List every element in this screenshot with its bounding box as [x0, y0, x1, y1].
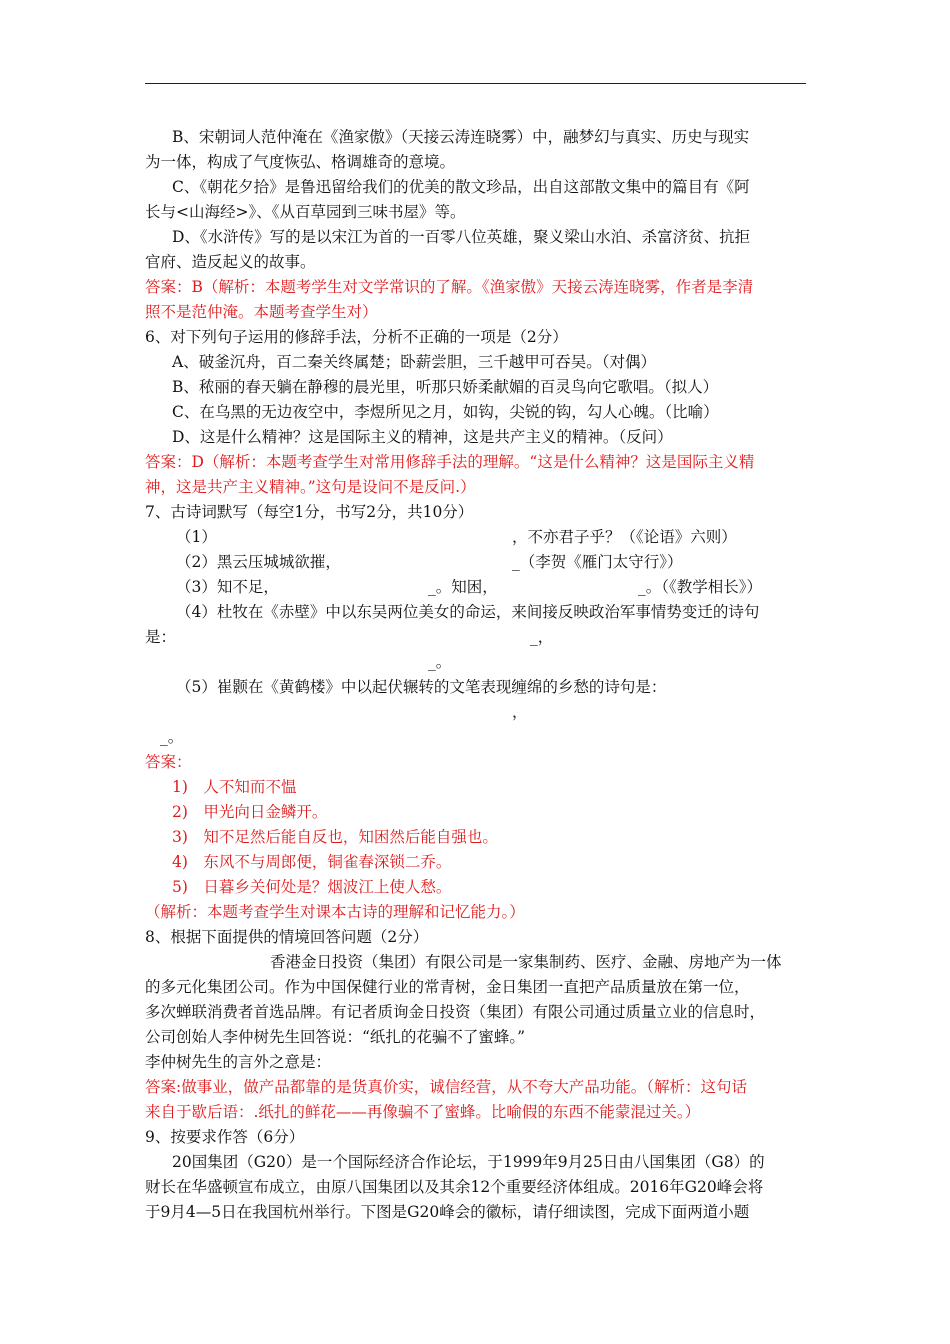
answer-line: 答案：B（解析：本题考学生对文学常识的了解。《渔家傲》天接云涛连晓雾，作者是李清: [145, 278, 754, 296]
text-line: （1）: [176, 528, 217, 546]
text-line: 是：: [145, 628, 177, 646]
text-line: 为一体，构成了气度恢弘、格调雄奇的意境。: [145, 153, 456, 171]
text-line: _。: [160, 728, 184, 746]
answer-line: 4) 东风不与周郎便，铜雀春深锁二乔。: [172, 853, 452, 871]
answer-line: 1) 人不知而不愠: [172, 778, 297, 796]
text-line: 香港金日投资（集团）有限公司是一家集制药、医疗、金融、房地产为一体: [270, 953, 782, 971]
answer-line: 照不是范仲淹。本题考查学生对）: [145, 303, 378, 321]
text-line: 的多元化集团公司。作为中国保健行业的常青树，金日集团一直把产品质量放在第一位，: [145, 978, 750, 996]
answer-line: 答案:做事业，做产品都靠的是货真价实，诚信经营，从不夸大产品功能。（解析：这句话: [145, 1078, 747, 1096]
text-line: 官府、造反起义的故事。: [145, 253, 316, 271]
text-line: 7、古诗词默写（每空1分，书写2分，共10分）: [145, 503, 474, 521]
answer-line: （解析：本题考查学生对课本古诗的理解和记忆能力。）: [145, 903, 525, 921]
answer-line: 3) 知不足然后能自反也，知困然后能自强也。: [172, 828, 498, 846]
text-line: _。（《教学相长》）: [638, 578, 763, 596]
text-line: 财长在华盛顿宣布成立，由原八国集团以及其余12个重要经济体组成。2016年G20峰会将: [145, 1178, 764, 1196]
text-line: D、《水浒传》写的是以宋江为首的一百零八位英雄，聚义梁山水泊、杀富济贫、抗拒: [172, 228, 751, 246]
text-line: 于9月4—5日在我国杭州举行。下图是G20峰会的徽标，请仔细读图，完成下面两道小题: [145, 1203, 750, 1221]
text-line: 9、按要求作答（6分）: [145, 1128, 305, 1146]
text-line: （2）黑云压城城欲摧，: [176, 553, 341, 571]
text-line: C、《朝花夕拾》是鲁迅留给我们的优美的散文珍品，出自这部散文集中的篇目有《阿: [172, 178, 750, 196]
answer-line: 2) 甲光向日金鳞开。: [172, 803, 328, 821]
text-line: 多次蝉联消费者首选品牌。有记者质询金日投资（集团）有限公司通过质量立业的信息时，: [145, 1003, 766, 1021]
text-line: 李仲树先生的言外之意是：: [145, 1053, 332, 1071]
text-line: ，不亦君子乎？（《论语》六则）: [512, 528, 737, 546]
answer-line: 5) 日暮乡关何处是？烟波江上使人愁。: [172, 878, 452, 896]
text-line: 公司创始人李仲树先生回答说：“纸扎的花骗不了蜜蜂。”: [145, 1028, 526, 1046]
text-line: C、在乌黑的无边夜空中，李煜所见之月，如钩，尖锐的钩，勾人心魄。（比喻）: [172, 403, 719, 421]
text-line: _。知困，: [428, 578, 498, 596]
text-line: （4）杜牧在《赤壁》中以东吴两位美女的命运，来间接反映政治军事情势变迁的诗句: [176, 603, 760, 621]
header-rule: [145, 83, 806, 84]
answer-line: 来自于歇后语：.纸扎的鲜花——再像骗不了蜜蜂。比喻假的东西不能蒙混过关。）: [145, 1103, 701, 1121]
text-line: 20国集团（G20）是一个国际经济合作论坛，于1999年9月25日由八国集团（G8）的: [172, 1153, 765, 1171]
text-line: _。: [428, 653, 452, 671]
text-line: 6、对下列句子运用的修辞手法，分析不正确的一项是（2分）: [145, 328, 568, 346]
text-line: 长与<山海经>》、《从百草园到三味书屋》等。: [145, 203, 466, 221]
text-line: A、破釜沉舟，百二秦关终属楚；卧薪尝胆，三千越甲可吞吴。（对偶）: [172, 353, 656, 371]
answer-line: 答案：: [145, 753, 192, 771]
text-line: B、宋朝词人范仲淹在《渔家傲》（天接云涛连晓雾）中，融梦幻与真实、历史与现实: [172, 128, 750, 146]
text-line: 8、根据下面提供的情境回答问题（2分）: [145, 928, 429, 946]
text-line: D、这是什么精神？这是国际主义的精神，这是共产主义的精神。（反问）: [172, 428, 673, 446]
text-line: _（李贺《雁门太守行》）: [512, 553, 683, 571]
text-line: （3）知不足，: [176, 578, 279, 596]
answer-line: 神，这是共产主义精神。”这句是设问不是反问.）: [145, 478, 476, 496]
text-line: （5）崔颢在《黄鹤楼》中以起伏辗转的文笔表现缠绵的乡愁的诗句是：: [176, 678, 667, 696]
text-line: ，: [512, 703, 528, 721]
text-line: _，: [530, 628, 554, 646]
text-line: B、秾丽的春天躺在静穆的晨光里，听那只娇柔献媚的百灵鸟向它歌唱。（拟人）: [172, 378, 719, 396]
answer-line: 答案：D（解析：本题考查学生对常用修辞手法的理解。“这是什么精神？这是国际主义精: [145, 453, 755, 471]
